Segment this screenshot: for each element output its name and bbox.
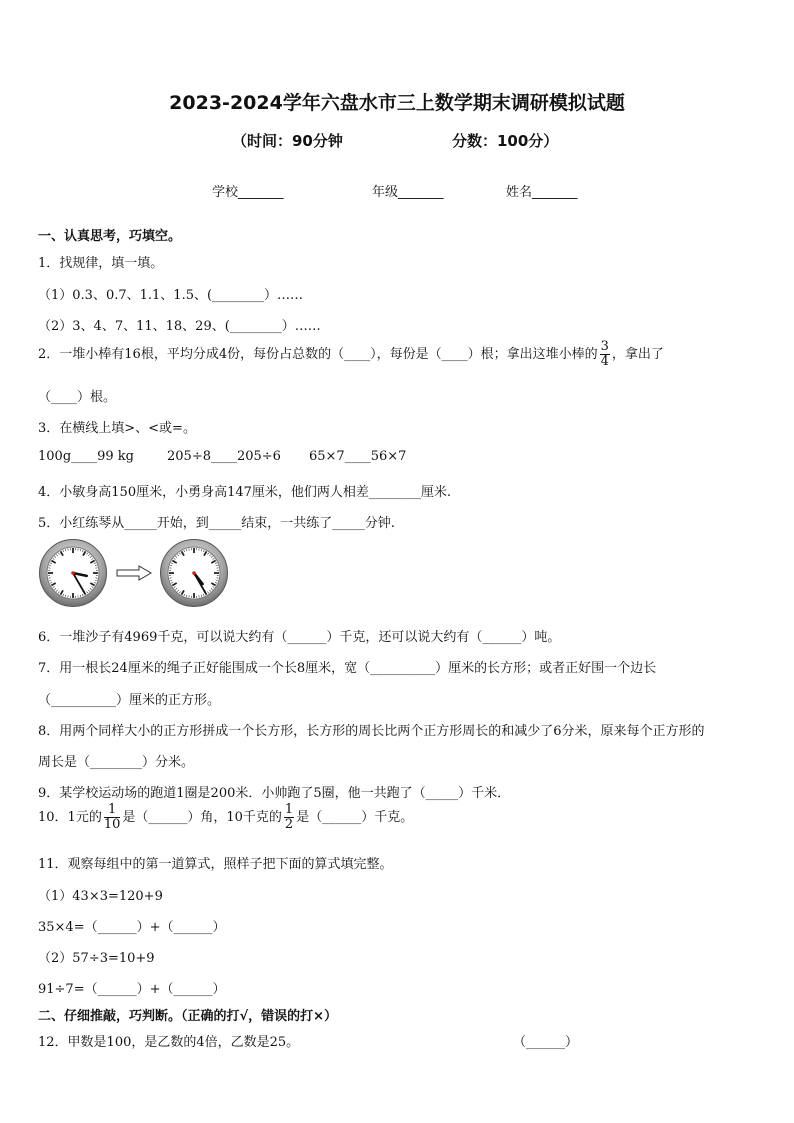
fraction-denominator: 2: [284, 817, 294, 832]
section1-heading: 一、认真思考，巧填空。: [38, 229, 182, 244]
question-8-line-1: 8．用两个同样大小的正方形拼成一个长方形，长方形的周长比两个正方形周长的和减少了6分米，原来每个正方形的: [38, 724, 705, 739]
exam-score: 分数：100分）: [452, 132, 559, 150]
school-field: 学校_______: [212, 185, 284, 200]
question-2: [38, 340, 664, 370]
question-12: 12．甲数是100，是乙数的4倍，乙数是25。: [38, 1035, 300, 1050]
page-title: 2023-2024学年六盘水市三上数学期末调研模拟试题: [169, 92, 625, 114]
question-1-part-1: （1）0.3、0.7、1.1、1.5、(________）……: [38, 288, 304, 303]
question-3: 3．在横线上填>、<或=。: [38, 421, 196, 436]
end-clock: [159, 538, 229, 608]
start-clock: [38, 538, 108, 608]
exam-time: （时间：90分钟: [232, 132, 343, 150]
question-6: 6．一堆沙子有4969千克，可以说大约有（______）千克，还可以说大约有（______）吨。: [38, 630, 561, 645]
question-3-c: 65×7____56×7: [309, 449, 407, 464]
question-1-part-2: （2）3、4、7、11、18、29、(________）……: [38, 319, 321, 334]
question-9: 9．某学校运动场的跑道1圈是200米．小帅跑了5圈，他一共跑了（_____）千米．: [38, 786, 511, 801]
name-field: 姓名_______: [506, 185, 578, 200]
question-4: 4．小敏身高150厘米，小勇身高147厘米，他们两人相差________厘米.: [38, 485, 452, 500]
question-11: 11．观察每组中的第一道算式，照样子把下面的算式填完整。: [38, 857, 393, 872]
arrow-icon: [116, 565, 152, 585]
question-8-line-2: 周长是（________）分米。: [38, 755, 195, 770]
question-11-example-2: （2）57÷3=10+9: [38, 951, 155, 966]
fraction-numerator: 1: [284, 802, 294, 817]
fraction-numerator: 3: [600, 339, 609, 354]
question-11-fill-1: 35×4=（______）+（______）: [38, 920, 226, 935]
question-10-text-mid: 是（______）角，10千克的: [122, 810, 282, 825]
question-3-b: 205÷8____205÷6: [167, 449, 281, 464]
fraction-three-quarters: [600, 340, 610, 369]
question-10-text-tail: 是（______）千克。: [296, 810, 414, 825]
question-2-text-tail: ，拿出了: [611, 347, 664, 362]
fraction-numerator: 1: [104, 803, 121, 818]
question-2-line-2: （____）根。: [38, 390, 117, 405]
question-7-line-2: （__________）厘米的正方形。: [38, 693, 221, 708]
question-2-text: 2．一堆小棒有16根，平均分成4份，每份占总数的（____），每份是（____）根；拿出这堆小棒的: [38, 347, 598, 362]
grade-field: 年级_______: [372, 185, 444, 200]
fraction-denominator: 4: [600, 354, 609, 369]
question-12-answer-blank: （______）: [513, 1035, 579, 1050]
question-11-example-1: （1）43×3=120+9: [38, 889, 163, 904]
section2-heading: 二、仔细推敲，巧判断。（正确的打√，错误的打×）: [38, 1009, 338, 1024]
question-10-text: 10．1元的: [38, 810, 102, 825]
fraction-one-tenth: [104, 803, 121, 832]
question-10: [38, 803, 413, 833]
question-3-a: 100g____99 kg: [38, 449, 135, 464]
question-5: 5．小红练琴从_____开始，到_____结束，一共练了_____分钟.: [38, 516, 395, 531]
question-11-fill-2: 91÷7=（______）+（______）: [38, 982, 226, 997]
question-1: 1．找规律，填一填。: [38, 256, 164, 271]
fraction-denominator: 10: [103, 817, 121, 832]
fraction-one-half: [284, 803, 294, 832]
question-7-line-1: 7．用一根长24厘米的绳子正好能围成一个长8厘米，宽（__________）厘米的长方形；或者正好围一个边长: [38, 661, 657, 676]
